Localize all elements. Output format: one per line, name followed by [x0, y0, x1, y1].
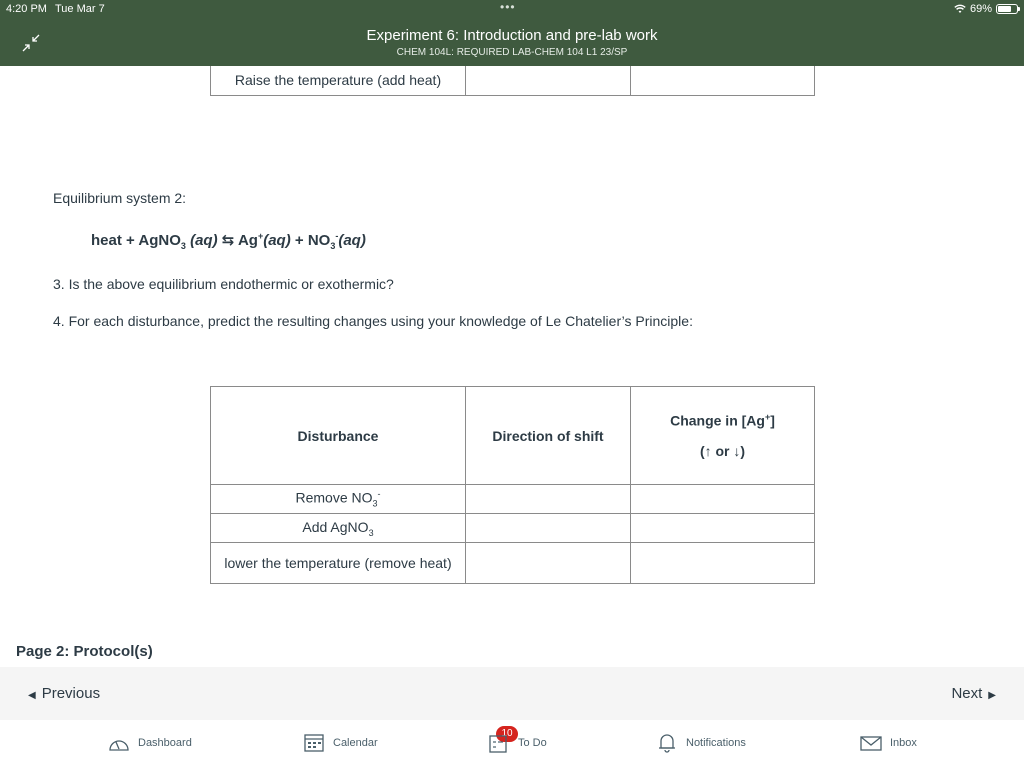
table-header-row	[211, 387, 815, 485]
disturbance-cell	[211, 514, 466, 543]
direction-cell[interactable]	[466, 514, 631, 543]
status-time: 4:20 PM	[6, 3, 47, 15]
previous-button[interactable]	[22, 685, 100, 702]
status-date: Tue Mar 7	[54, 3, 105, 15]
app-header	[0, 0, 1024, 66]
question-3: 3. Is the above equilibrium endothermic or exothermic?	[53, 276, 394, 292]
bottom-tab-bar	[0, 720, 1024, 768]
change-cell[interactable]	[631, 514, 815, 543]
disturbance-cell: lower the temperature (remove heat)	[211, 543, 466, 584]
change-cell[interactable]	[631, 485, 815, 514]
bell-icon	[656, 733, 678, 753]
eq-charge: +	[257, 231, 264, 241]
eq-charge: -	[335, 231, 339, 241]
battery-icon	[996, 4, 1018, 14]
table-row	[211, 66, 815, 96]
todo-icon	[488, 733, 510, 753]
caret-left-icon: ◀	[28, 690, 36, 701]
tab-label: To Do	[518, 737, 547, 749]
direction-cell[interactable]	[466, 543, 631, 584]
tab-dashboard[interactable]	[108, 733, 192, 753]
equilibrium-equation	[91, 231, 366, 251]
tab-label: Calendar	[333, 737, 378, 749]
eq-state: (aq)	[190, 232, 218, 249]
tab-calendar[interactable]	[303, 733, 378, 753]
disturbance-charge: -	[377, 489, 381, 500]
disturbance-cell: Raise the temperature (add heat)	[211, 66, 466, 96]
disturbance-subscript: 3	[368, 527, 374, 538]
todo-badge: 10	[496, 726, 518, 742]
previous-table-fragment	[210, 66, 815, 96]
disturbance-text: Remove NO	[295, 489, 373, 506]
direction-cell[interactable]	[466, 485, 631, 514]
disturbance-table	[210, 386, 815, 584]
next-label: Next	[951, 685, 983, 702]
header-change-text: Change in [Ag	[670, 412, 765, 429]
page-content[interactable]	[0, 66, 1024, 666]
eq-reactant: heat + AgNO	[91, 232, 181, 249]
tab-label: Inbox	[890, 737, 917, 749]
table-row	[211, 543, 815, 584]
question-4: 4. For each disturbance, predict the resulting changes using your knowledge of Le Chatelier’s Principle:	[53, 313, 693, 329]
tab-notifications[interactable]	[656, 733, 746, 753]
next-button[interactable]	[951, 685, 1002, 702]
calendar-icon	[303, 733, 325, 753]
header-change	[631, 387, 815, 485]
eq-subscript: 3	[330, 241, 336, 251]
header-direction: Direction of shift	[466, 387, 631, 485]
disturbance-text: Add AgNO	[302, 518, 369, 535]
direction-cell[interactable]	[466, 66, 631, 96]
status-indicators	[954, 3, 1018, 15]
status-time-area	[6, 3, 105, 15]
page-section-label: Page 2: Protocol(s)	[16, 643, 153, 660]
wifi-icon	[954, 4, 966, 14]
multitask-dots[interactable]: •••	[500, 0, 516, 14]
caret-right-icon: ▶	[988, 690, 996, 701]
previous-label: Previous	[41, 685, 101, 702]
eq-state: (aq)	[263, 232, 291, 249]
equilibrium-label: Equilibrium system 2:	[53, 190, 187, 206]
header-change-charge: +	[764, 412, 771, 423]
eq-product: Ag	[237, 232, 258, 249]
header-change-bracket: ]	[770, 412, 775, 429]
tab-label: Notifications	[686, 737, 746, 749]
change-cell[interactable]	[631, 543, 815, 584]
eq-subscript: 3	[180, 241, 186, 251]
change-cell[interactable]	[631, 66, 815, 96]
course-subtitle: CHEM 104L: REQUIRED LAB-CHEM 104 L1 23/SP	[396, 47, 628, 58]
eq-state: (aq)	[338, 232, 366, 249]
table-row	[211, 514, 815, 543]
dashboard-icon	[108, 733, 130, 753]
table-row	[211, 485, 815, 514]
disturbance-cell	[211, 485, 466, 514]
tab-inbox[interactable]	[860, 733, 917, 753]
envelope-icon	[860, 733, 882, 753]
tab-todo[interactable]	[488, 733, 547, 753]
header-disturbance: Disturbance	[211, 387, 466, 485]
disturbance-subscript: 3	[372, 498, 378, 509]
equilibrium-arrow-icon: ⇆	[221, 232, 235, 249]
page-navigation	[0, 667, 1024, 720]
tab-label: Dashboard	[138, 737, 192, 749]
battery-percent: 69%	[969, 3, 992, 15]
header-change-arrows: (↑ or ↓)	[699, 442, 746, 459]
eq-product: + NO	[290, 232, 331, 249]
page-title: Experiment 6: Introduction and pre-lab work	[366, 27, 658, 44]
